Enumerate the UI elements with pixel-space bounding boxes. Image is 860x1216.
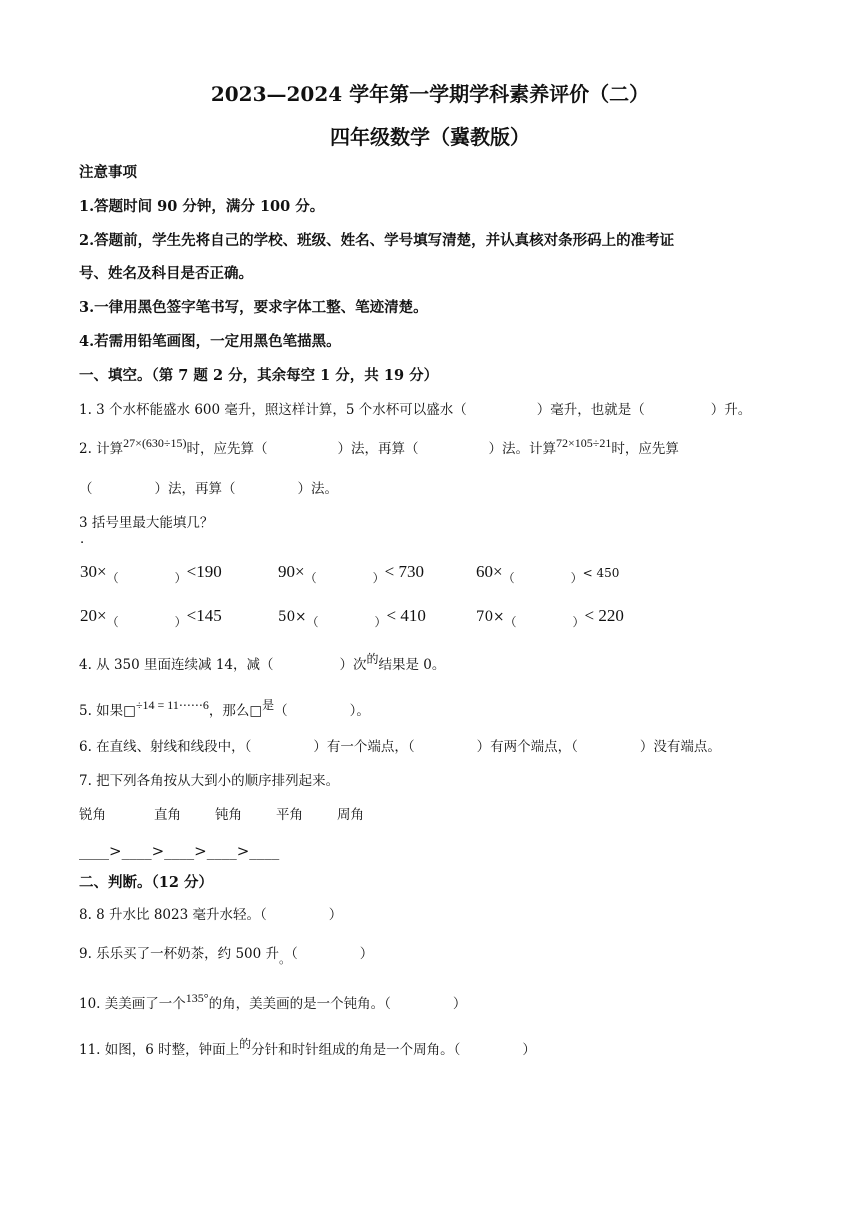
q3-item-1-open: （ xyxy=(106,571,119,585)
question-9 xyxy=(79,945,374,966)
q3-dot: ． xyxy=(80,531,94,547)
q3-item-5-open: （ xyxy=(306,615,319,629)
q3-item-5-prefix: 50× xyxy=(278,609,307,625)
q2-text-a: 2. 计算 xyxy=(79,441,124,457)
q3-item-4-prefix: 20× xyxy=(80,606,107,625)
q6-text-a: 6. 在直线、射线和线段中，（ xyxy=(79,739,252,755)
q3-item-5 xyxy=(278,606,426,629)
q5-text-a: 5. 如果□ xyxy=(79,703,136,719)
q2-text-f: （ xyxy=(79,481,93,497)
q2-text-c: ）法，再算（ xyxy=(337,441,419,457)
q5-text-c: 是 xyxy=(262,698,275,712)
q7-angle-5: 周角 xyxy=(337,807,364,823)
q10-degree: 135° xyxy=(185,991,209,1005)
q3-item-3-prefix: 60× xyxy=(476,562,503,581)
q3-item-1-close: ） xyxy=(174,571,187,585)
q11-text-c: 分针和时针组成的角是一个周角。（ xyxy=(251,1042,461,1058)
q5-text-b: ，那么□ xyxy=(208,703,263,719)
q7-order-blanks[interactable]: ____>____>____>____>____ xyxy=(79,842,280,860)
q3-item-1-prefix: 30× xyxy=(80,562,107,581)
q4-text-d: 结果是 0。 xyxy=(378,657,446,673)
note-2b: 号、姓名及科目是否正确。 xyxy=(79,265,253,282)
q10-text-c: ） xyxy=(452,996,467,1012)
q3-item-1 xyxy=(80,562,222,585)
question-8 xyxy=(79,906,342,924)
q6-text-b: ）有一个端点，（ xyxy=(313,739,415,755)
question-7-title: 7. 把下列各角按从大到小的顺序排列起来。 xyxy=(79,773,340,789)
q5-text-e: ）。 xyxy=(349,703,370,719)
question-10 xyxy=(79,991,467,1013)
q10-text-b: 的角，美美画的是一个钝角。（ xyxy=(208,996,391,1012)
q9-text-d: ） xyxy=(359,946,374,962)
q3-item-4-close: ） xyxy=(174,615,187,629)
q10-text-a: 10. 美美画了一个 xyxy=(79,996,186,1012)
note-1: 1.答题时间 90 分钟，满分 100 分。 xyxy=(79,198,325,215)
q7-angle-3: 钝角 xyxy=(215,807,242,823)
question-2-line1 xyxy=(79,436,679,458)
question-6 xyxy=(79,738,721,756)
q3-item-4-open: （ xyxy=(106,615,119,629)
question-5 xyxy=(79,698,370,720)
question-11 xyxy=(79,1037,536,1059)
q3-item-6-prefix: 70× xyxy=(476,609,505,625)
notes-heading: 注意事项 xyxy=(79,164,137,181)
q9-text-b: 。 xyxy=(279,952,292,966)
exam-subtitle: 四年级数学（冀教版） xyxy=(330,125,530,149)
q3-item-6-open: （ xyxy=(504,615,517,629)
question-2-line2 xyxy=(79,480,338,498)
note-4: 4.若需用铅笔画图，一定用黑色笔描黑。 xyxy=(79,333,341,350)
q11-text-d: ） xyxy=(522,1042,536,1058)
q4-text-b: ）次 xyxy=(339,657,367,673)
q7-angle-2: 直角 xyxy=(154,807,181,823)
q7-angle-4: 平角 xyxy=(276,807,303,823)
q2-text-h: ）法。 xyxy=(297,481,338,497)
q6-text-d: ）没有端点。 xyxy=(639,739,721,755)
q3-item-3-close: ） xyxy=(570,571,583,585)
q9-text-c: （ xyxy=(291,946,298,962)
q3-item-3-rest: < 450 xyxy=(582,566,620,580)
q3-item-6-close: ） xyxy=(572,615,585,629)
q2-expression-1: 27×(630÷15) xyxy=(123,436,187,450)
section1-heading: 一、填空。（第 7 题 2 分，其余每空 1 分，共 19 分） xyxy=(79,367,439,384)
q1-text-a: 1. 3 个水杯能盛水 600 毫升，照这样计算，5 个水杯可以盛水（ xyxy=(79,402,467,418)
q9-text-a: 9. 乐乐买了一杯奶茶，约 500 升 xyxy=(79,946,280,962)
q2-text-d: ）法。计算 xyxy=(488,441,557,457)
note-2a: 2.答题前，学生先将自己的学校、班级、姓名、学号填写清楚，并认真核对条形码上的准考证 xyxy=(79,232,675,249)
note-3: 3.一律用黑色签字笔书写，要求字体工整、笔迹清楚。 xyxy=(79,299,428,316)
q8-text-a: 8. 8 升水比 8023 毫升水轻。（ xyxy=(79,907,267,923)
q1-text-c: ）升。 xyxy=(710,402,752,418)
q2-expression-2: 72×105÷21 xyxy=(556,436,612,450)
q3-item-2-prefix: 90× xyxy=(278,562,305,581)
q2-text-e: 时，应先算 xyxy=(611,441,679,457)
q2-text-g: ）法，再算（ xyxy=(154,481,236,497)
q3-item-5-close: ） xyxy=(374,615,387,629)
q7-angle-1: 锐角 xyxy=(79,807,106,823)
q5-expression: ÷14 = 11⋯⋯6 xyxy=(135,698,209,712)
q3-item-6 xyxy=(476,606,624,629)
q3-item-3 xyxy=(476,562,620,585)
q11-text-b: 的 xyxy=(239,1037,252,1051)
q4-text-a: 4. 从 350 里面连续减 14，减（ xyxy=(79,657,274,673)
q4-text-c: 的 xyxy=(366,652,379,666)
q2-text-b: 时，应先算（ xyxy=(186,441,268,457)
q8-text-b: ） xyxy=(328,907,343,923)
q3-item-2-close: ） xyxy=(372,571,385,585)
question-3-title: 3 括号里最大能填几？ xyxy=(79,515,214,531)
section2-heading: 二、判断。（12 分） xyxy=(79,874,213,891)
q1-text-b: ）毫升，也就是（ xyxy=(536,402,645,418)
q3-item-4-rest: <145 xyxy=(186,606,222,625)
q3-item-2 xyxy=(278,562,424,585)
q3-item-1-rest: <190 xyxy=(186,562,222,581)
question-4 xyxy=(79,652,446,674)
exam-title: 2023—2024 学年第一学期学科素养评价（二） xyxy=(210,82,650,106)
q3-item-4 xyxy=(80,606,222,629)
q3-item-6-rest: < 220 xyxy=(584,606,624,625)
question-1 xyxy=(79,401,751,419)
q3-item-5-rest: < 410 xyxy=(386,606,426,625)
q6-text-c: ）有两个端点，（ xyxy=(476,739,578,755)
q11-text-a: 11. 如图，6 时整，钟面上 xyxy=(79,1042,240,1058)
q3-item-2-open: （ xyxy=(304,571,317,585)
q5-text-d: （ xyxy=(274,703,288,719)
q3-item-3-open: （ xyxy=(502,571,515,585)
q3-item-2-rest: < 730 xyxy=(384,562,424,581)
